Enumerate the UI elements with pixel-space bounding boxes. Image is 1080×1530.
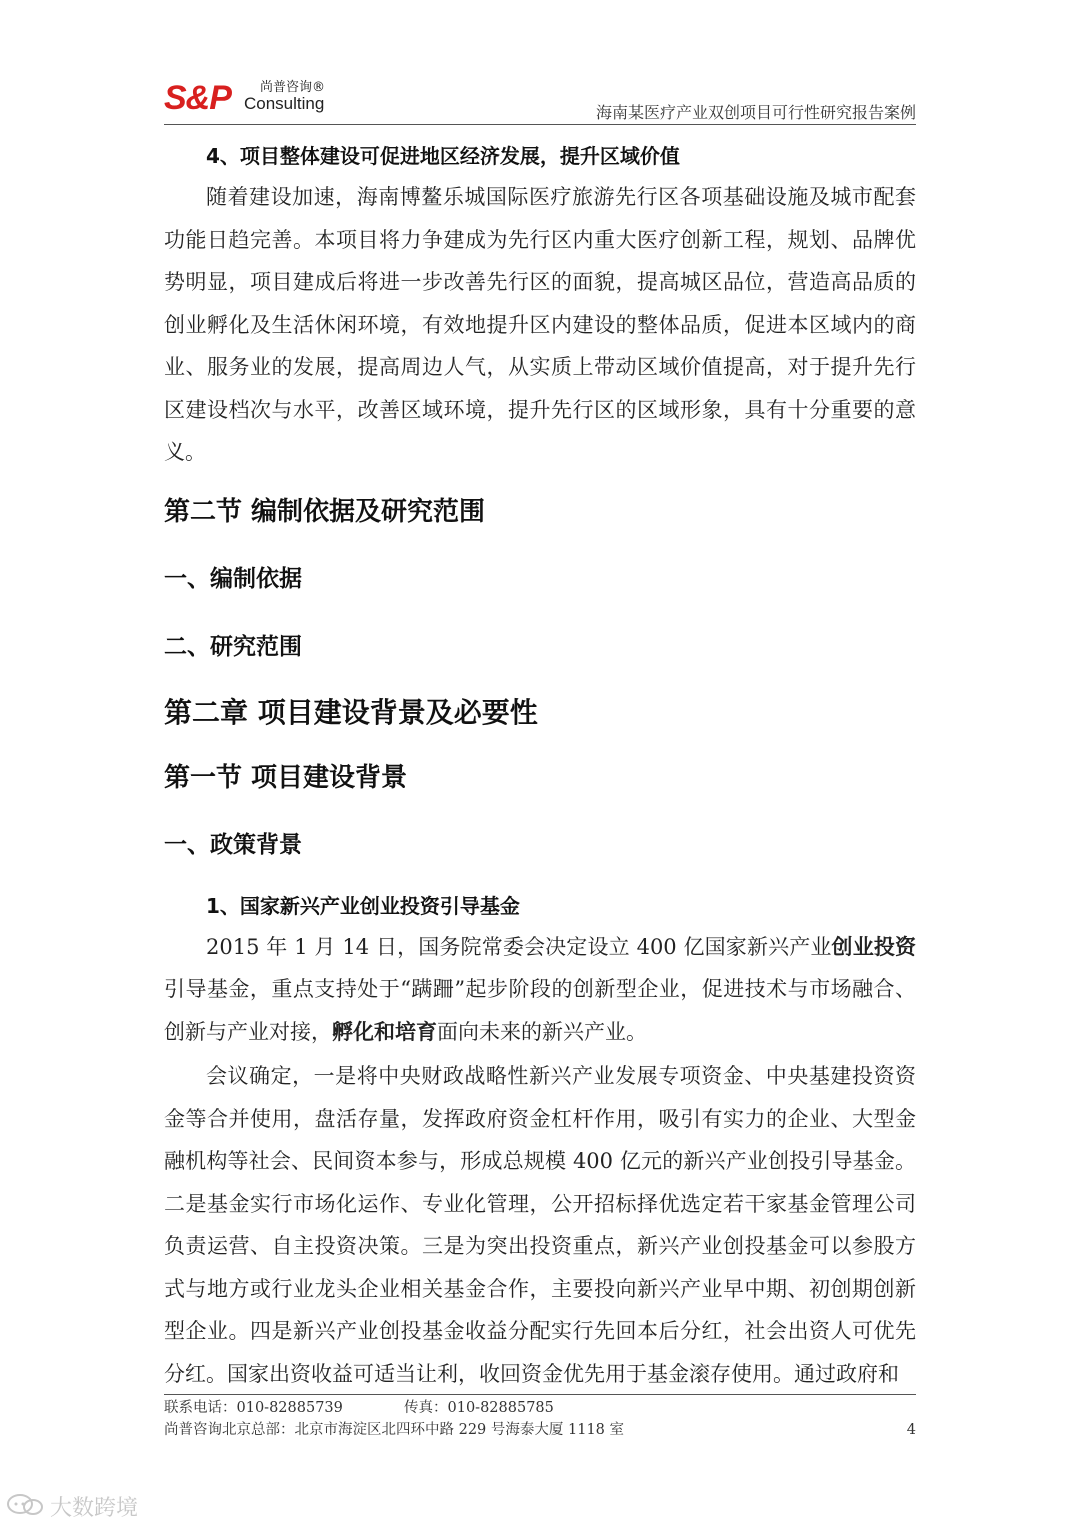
chapter-heading: 第二章 项目建设背景及必要性 [164,695,538,729]
header-divider [164,124,916,125]
subheading-policy: 一、政策背景 [164,831,302,858]
chat-bubble-icon [6,1492,44,1520]
document-header-title: 海南某医疗产业双创项目可行性研究报告案例 [595,103,916,122]
logo-english-name: Consulting [244,94,325,113]
watermark-text: 大数跨境 [50,1495,139,1521]
heading-item-4: 4、项目整体建设可促进地区经济发展，提升区域价值 [206,144,680,168]
heading-item-1: 1、国家新兴产业创业投资引导基金 [206,893,520,918]
footer-phone: 联系电话：010-82885739 [164,1400,343,1416]
page-footer [164,1397,916,1441]
paragraph-meeting-decisions: 会议确定，一是将中央财政战略性新兴产业发展专项资金、中央基建投资资金等合并使用，盘活存量，发挥政府资金杠杆作用，吸引有实力的企业、大型金融机构等社会、民间资本参与，形成总规模 400 亿元的新兴产业创投引导基金。二是基金实行市场化运作、专业化管理，公开招标择优选定若干家基金管理公司负责运营、自主投资决策。三是为突出投资重点，新兴产业创投基金可以参股方式与地方或行业龙头企业相关基金合作，主要投向新兴产业早中期、初创期创新型企业。四是新兴产业创投基金收益分配实行先回本后分红，社会出资人可优先分红。国家出资收益可适当让利，收回资金优先用于基金滚存使用。通过政府和 [164,1064,916,1386]
page-number: 4 [906,1422,916,1438]
watermark [6,1488,138,1524]
footer-fax: 传真：010-82885785 [404,1400,554,1416]
logo-chinese-name: 尚普咨询® [260,80,326,95]
footer-divider [164,1394,916,1395]
subheading-basis: 一、编制依据 [164,565,302,592]
paragraph-item-4: 随着建设加速，海南博鳌乐城国际医疗旅游先行区各项基础设施及城市配套功能日趋完善。本项目将力争建成为先行区内重大医疗创新工程，规划、品牌优势明显，项目建成后将进一步改善先行区的面貌，提高城区品位，营造高品质的创业孵化及生活休闲环境，有效地提升区内建设的整体品质，促进本区域内的商业、服务业的发展，提高周边人气，从实质上带动区域价值提高，对于提升先行区建设档次与水平，改善区域环境，提升先行区的区域形象，具有十分重要的意义。 [164,185,916,464]
footer-address: 尚普咨询北京总部：北京市海淀区北四环中路 229 号海泰大厦 1118 室 [164,1422,625,1438]
section-heading-background: 第一节 项目建设背景 [164,762,408,793]
logo-sp-mark: S&P [164,79,231,117]
paragraph-fund-text-c: 引导基金，重点支持处于“蹒跚”起步阶段的创新型企业，促进技术与市场融合、创新与产业对接， [164,977,916,1044]
subheading-scope: 二、研究范围 [164,633,302,660]
emphasis-incubation: 孵化和培育 [332,1019,437,1044]
paragraph-fund-intro [164,926,916,1054]
paragraph-fund-text-a: 2015 年 1 月 14 日，国务院常委会决定设立 400 亿国家新兴产业 [206,934,832,959]
page-body [164,140,916,1395]
paragraph-fund-text-d: 面向未来的新兴产业。 [437,1019,647,1044]
emphasis-venture-investment: 创业投资 [831,934,916,959]
section-heading-compilation: 第二节 编制依据及研究范围 [164,496,486,527]
